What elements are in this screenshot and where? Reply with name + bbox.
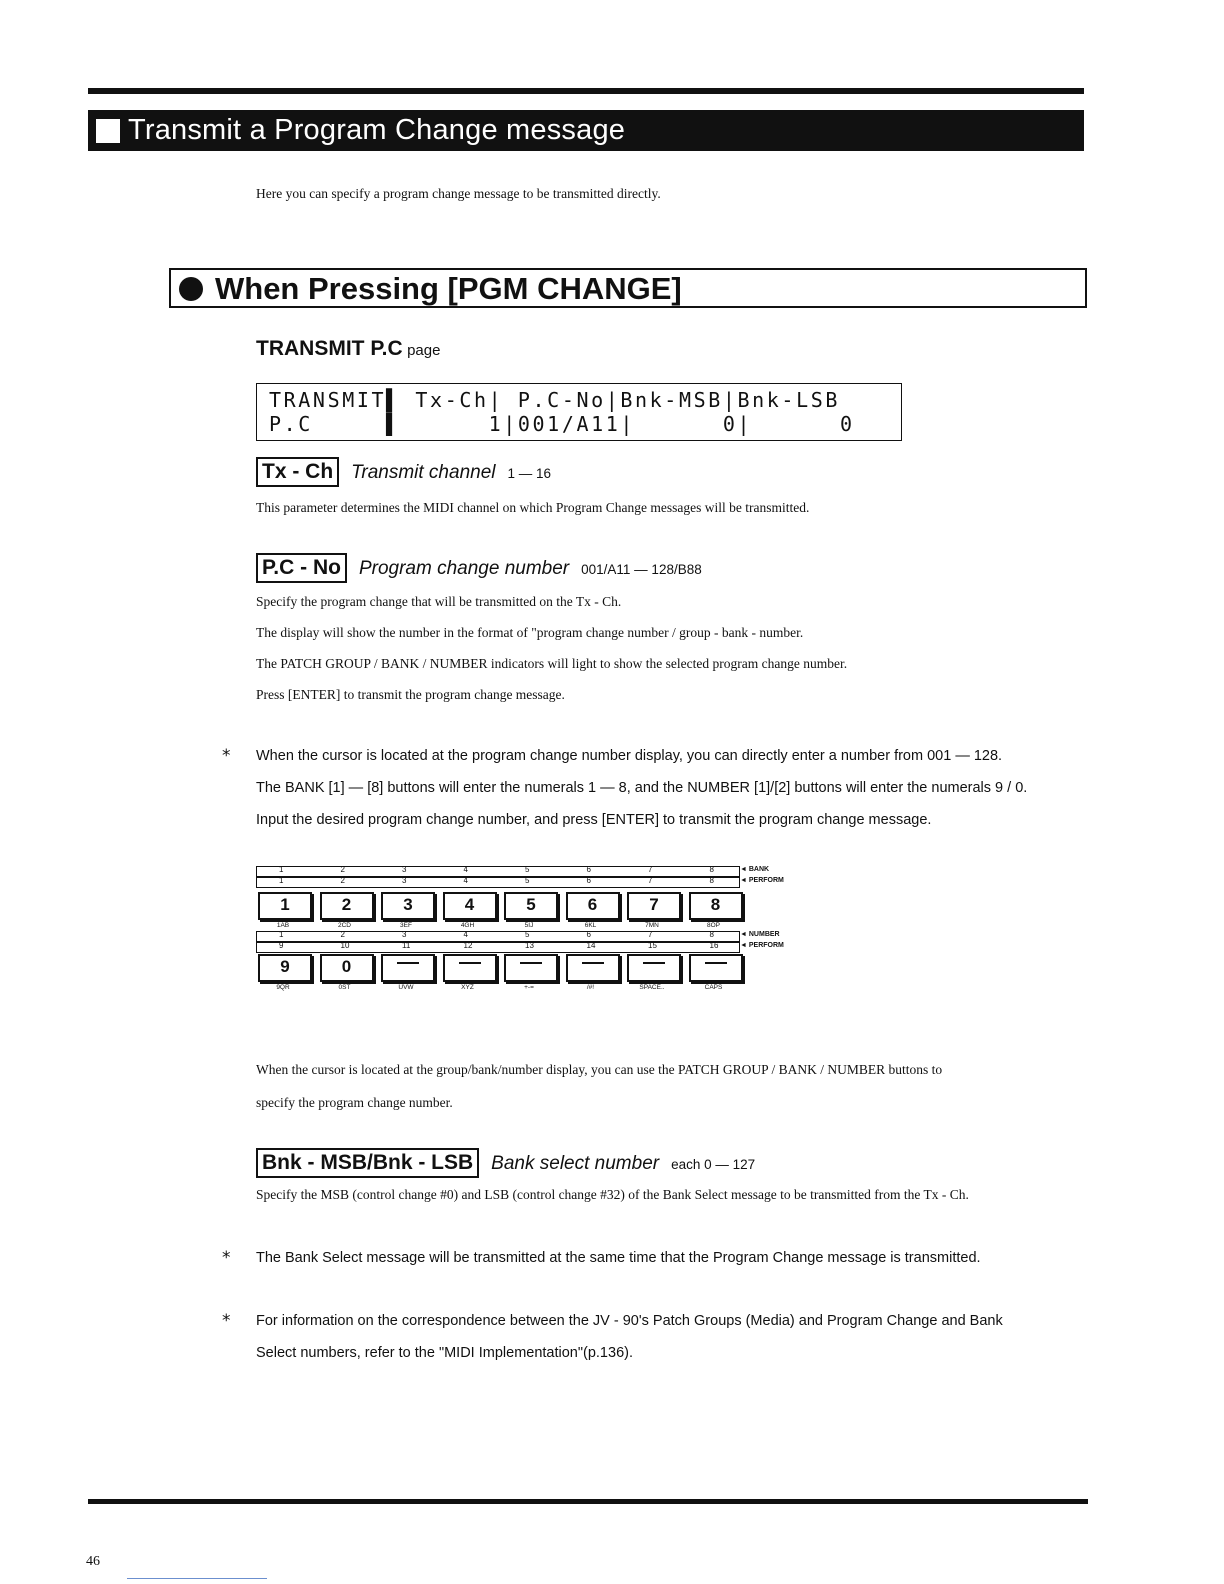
bottom-rule bbox=[88, 1499, 1088, 1504]
strip-number: 3 bbox=[402, 865, 407, 874]
panel-key bbox=[504, 892, 558, 920]
page-name bbox=[256, 337, 440, 361]
subsection-header bbox=[169, 268, 1087, 308]
panel-key bbox=[320, 892, 374, 920]
strip-number: 6 bbox=[586, 876, 591, 885]
section-banner bbox=[88, 110, 1084, 151]
param-range: 1 — 16 bbox=[507, 466, 552, 481]
key-line-mark bbox=[459, 962, 481, 964]
strip-number: 2 bbox=[340, 930, 345, 939]
key-characters: 6KL bbox=[584, 922, 597, 929]
panel-key bbox=[566, 892, 620, 920]
param-label-box: Bnk - MSB/Bnk - LSB bbox=[256, 1148, 479, 1178]
panel-key bbox=[689, 954, 743, 982]
page-number: 46 bbox=[86, 1554, 100, 1569]
panel-key bbox=[443, 954, 497, 982]
key-characters: SPACE.. bbox=[639, 984, 665, 991]
bank-indicator-label: ◄ BANK bbox=[740, 866, 770, 873]
pc-no-desc-3: The PATCH GROUP / BANK / NUMBER indicators will light to show the selected program change number. bbox=[256, 656, 848, 671]
strip-number: 7 bbox=[648, 930, 653, 939]
key-characters: +-= bbox=[524, 984, 534, 991]
key-label: 3 bbox=[403, 895, 413, 914]
key-characters: /#! bbox=[586, 984, 595, 991]
key-label: 2 bbox=[341, 895, 352, 914]
perform-strip-bottom bbox=[256, 942, 740, 953]
strip-number: 2 bbox=[340, 865, 345, 874]
panel-key bbox=[504, 954, 558, 982]
subsection-title: When Pressing [PGM CHANGE] bbox=[215, 271, 682, 306]
tx-ch-desc: This parameter determines the MIDI channel on which Program Change messages will be transmitted. bbox=[256, 500, 810, 515]
bank-desc: Specify the MSB (control change #0) and LSB (control change #32) of the Bank Select message to be transmitted from the Tx - Ch. bbox=[256, 1187, 969, 1202]
key-characters: 8OP bbox=[706, 922, 720, 929]
strip-number: 8 bbox=[709, 865, 714, 874]
note2-text: The Bank Select message will be transmitted at the same time that the Program Change message is transmitted. bbox=[256, 1250, 981, 1266]
param-label-box: P.C - No bbox=[256, 553, 347, 583]
key-characters: 7MN bbox=[645, 922, 659, 929]
lcd-display bbox=[256, 383, 902, 441]
key-characters: 1AB bbox=[276, 922, 290, 929]
key-characters: 5IJ bbox=[524, 922, 534, 929]
strip-number: 8 bbox=[709, 930, 714, 939]
strip-number: 3 bbox=[402, 876, 407, 885]
panel-key bbox=[320, 954, 374, 982]
panel-key bbox=[258, 892, 312, 920]
page-name-main: TRANSMIT P.C bbox=[256, 337, 403, 360]
strip-number: 4 bbox=[463, 876, 468, 885]
strip-number: 3 bbox=[402, 930, 407, 939]
perform-strip-top bbox=[256, 877, 740, 888]
strip-number: 2 bbox=[340, 876, 345, 885]
strip-number: 12 bbox=[463, 941, 473, 950]
param-label-box: Tx - Ch bbox=[256, 457, 339, 487]
strip-number: 7 bbox=[648, 876, 653, 885]
param-name: Bank select number bbox=[491, 1153, 660, 1174]
number-indicator-label: ◄ NUMBER bbox=[740, 931, 780, 938]
key-label: 4 bbox=[464, 895, 475, 914]
strip-number: 10 bbox=[340, 941, 350, 950]
after-panel-line2: specify the program change number. bbox=[256, 1095, 453, 1110]
strip-number: 5 bbox=[525, 865, 530, 874]
pc-no-desc-1: Specify the program change that will be transmitted on the Tx - Ch. bbox=[256, 594, 622, 609]
key-label: 6 bbox=[587, 895, 598, 914]
number-strip bbox=[256, 931, 740, 942]
lcd-row-1: TRANSMIT▌ Tx-Ch| P.C-No|Bnk-MSB|Bnk-LSB bbox=[269, 388, 840, 412]
perform-label-2: PERFORM bbox=[748, 942, 784, 949]
footer-line bbox=[127, 1578, 267, 1579]
bank-number-panel-illustration bbox=[256, 866, 796, 996]
perform-label: PERFORM bbox=[748, 877, 784, 884]
page-name-suffix: page bbox=[407, 342, 441, 359]
strip-number: 9 bbox=[279, 941, 284, 950]
after-panel-line1: When the cursor is located at the group/bank/number display, you can use the PATCH GROUP / BANK / NUMBER buttons to bbox=[256, 1062, 943, 1077]
key-characters: 3EF bbox=[400, 922, 412, 929]
key-label: 9 bbox=[280, 957, 290, 976]
strip-number: 4 bbox=[463, 865, 468, 874]
square-bullet-icon bbox=[96, 119, 120, 143]
panel-key bbox=[381, 892, 435, 920]
strip-number: 14 bbox=[586, 941, 596, 950]
strip-number: 5 bbox=[525, 930, 530, 939]
strip-number: 15 bbox=[648, 941, 657, 950]
note-marker: * bbox=[222, 1248, 231, 1268]
section-title: Transmit a Program Change message bbox=[128, 114, 626, 146]
panel-key bbox=[566, 954, 620, 982]
param-name: Program change number bbox=[358, 558, 570, 579]
strip-number: 16 bbox=[709, 941, 719, 950]
note1-line2: The BANK [1] — [8] buttons will enter the numerals 1 — 8, and the NUMBER [1]/[2] buttons will enter the numerals 9 / 0. bbox=[256, 780, 1028, 796]
panel-key bbox=[443, 892, 497, 920]
bank-strip bbox=[256, 866, 740, 877]
panel-key bbox=[381, 954, 435, 982]
param-tx-ch bbox=[256, 457, 551, 487]
note1-line3: Input the desired program change number, and press [ENTER] to transmit the program change message. bbox=[256, 812, 932, 828]
strip-number: 13 bbox=[525, 941, 534, 950]
key-line-mark bbox=[520, 962, 542, 964]
top-rule bbox=[88, 88, 1084, 94]
pc-no-desc-4: Press [ENTER] to transmit the program change message. bbox=[256, 687, 565, 702]
lcd-row-2: P.C ▌ 1|001/A11| 0| 0 bbox=[269, 412, 855, 436]
strip-number: 6 bbox=[586, 865, 591, 874]
param-bank-select bbox=[256, 1148, 755, 1178]
panel-key bbox=[258, 954, 312, 982]
strip-number: 1 bbox=[279, 865, 284, 874]
key-label: 5 bbox=[526, 895, 536, 914]
param-range: each 0 — 127 bbox=[671, 1157, 756, 1172]
strip-number: 5 bbox=[525, 876, 530, 885]
key-line-mark bbox=[397, 962, 419, 964]
panel-key bbox=[689, 892, 743, 920]
round-bullet-icon bbox=[179, 277, 203, 301]
note-marker: * bbox=[222, 1311, 231, 1331]
note-marker: * bbox=[222, 746, 231, 766]
key-label: 8 bbox=[710, 895, 721, 914]
param-name: Transmit channel bbox=[351, 462, 496, 483]
number-label: NUMBER bbox=[748, 931, 780, 938]
note3-line1: For information on the correspondence between the JV - 90's Patch Groups (Media) and Program Change and Bank bbox=[256, 1313, 1003, 1329]
note3-line2: Select numbers, refer to the "MIDI Implementation"(p.136). bbox=[256, 1345, 633, 1361]
key-label: 0 bbox=[341, 957, 352, 976]
key-line-mark bbox=[582, 962, 604, 964]
perform-indicator-label-2: ◄ PERFORM bbox=[740, 942, 784, 949]
strip-number: 6 bbox=[586, 930, 591, 939]
panel-key bbox=[627, 892, 681, 920]
bank-label: BANK bbox=[748, 866, 770, 873]
key-characters: UVW bbox=[398, 984, 414, 991]
strip-number: 8 bbox=[709, 876, 714, 885]
strip-number: 4 bbox=[463, 930, 468, 939]
strip-number: 1 bbox=[279, 876, 284, 885]
strip-number: 1 bbox=[279, 930, 284, 939]
key-label: 1 bbox=[280, 895, 290, 914]
key-characters: 2CD bbox=[337, 922, 351, 929]
key-characters: CAPS bbox=[704, 984, 723, 991]
strip-number: 7 bbox=[648, 865, 653, 874]
key-line-mark bbox=[643, 962, 665, 964]
key-label: 7 bbox=[649, 895, 659, 914]
key-characters: XYZ bbox=[461, 984, 474, 991]
note1-line1: When the cursor is located at the program change number display, you can directly enter a number from 001 — 128. bbox=[256, 748, 1003, 764]
param-range: 001/A11 — 128/B88 bbox=[581, 562, 702, 577]
param-pc-no bbox=[256, 553, 702, 583]
key-characters: 4GH bbox=[460, 922, 475, 929]
key-characters: 0ST bbox=[338, 984, 351, 991]
key-characters: 9QR bbox=[276, 984, 290, 991]
key-line-mark bbox=[705, 962, 727, 964]
perform-indicator-label: ◄ PERFORM bbox=[740, 877, 784, 884]
panel-key bbox=[627, 954, 681, 982]
intro-text: Here you can specify a program change message to be transmitted directly. bbox=[256, 186, 661, 201]
pc-no-desc-2: The display will show the number in the format of "program change number / group - bank - number. bbox=[256, 625, 804, 640]
strip-number: 11 bbox=[402, 941, 411, 950]
